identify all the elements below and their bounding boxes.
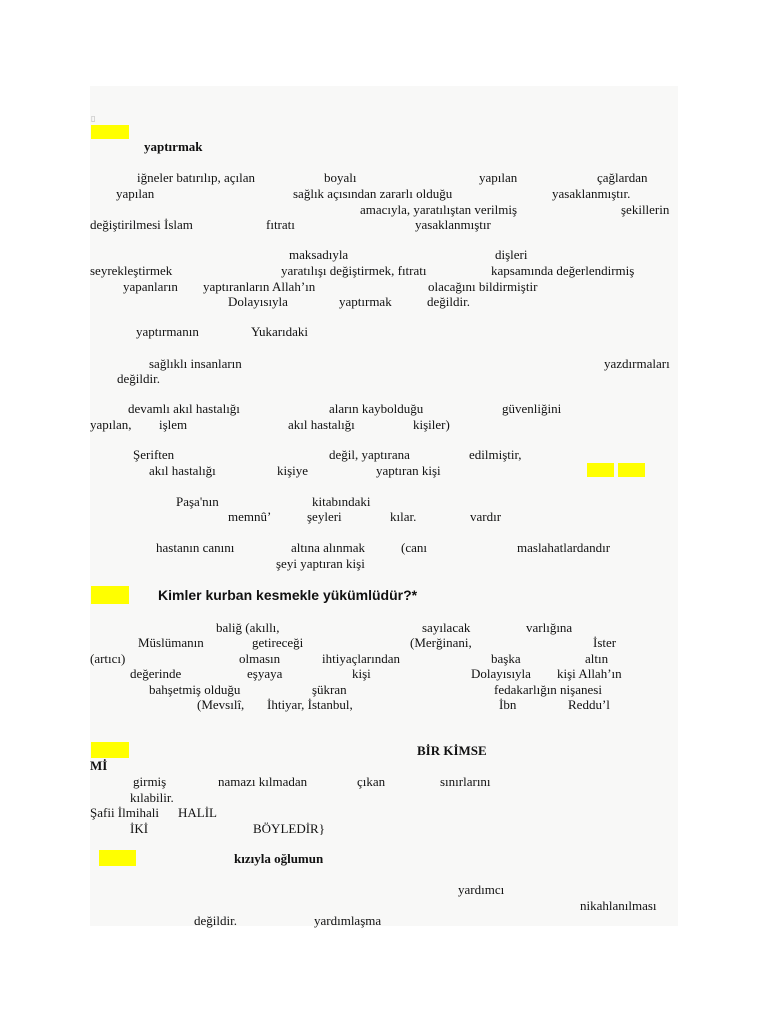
text-span: dişleri (495, 247, 528, 262)
section-heading: Kimler kurban kesmekle yükümlüdür?* (158, 587, 418, 603)
text-span: edilmiştir, (469, 447, 522, 462)
text-span: altın (585, 651, 609, 666)
text-span: kişi Allah’ın (557, 666, 622, 681)
text-span: Yukarıdaki (251, 324, 309, 339)
text-span: akıl hastalığı (288, 417, 355, 432)
text-span: çağlardan (597, 170, 648, 185)
text-span: baliğ (akıllı, (216, 620, 280, 635)
text-span: memnû’ (228, 509, 272, 524)
text-span: yaratılışı değiştirmek, fıtratı (281, 263, 427, 278)
text-span: kişi (352, 666, 371, 681)
text-span: yardımcı (458, 882, 505, 897)
text-span: altına alınmak (291, 540, 366, 555)
text-span: getireceği (252, 635, 304, 650)
text-span: kitabındaki (312, 494, 371, 509)
text-span: değiştirilmesi İslam (90, 217, 193, 232)
text-span: fıtratı (266, 217, 295, 232)
text-span: vardır (470, 509, 502, 524)
text-span: namazı kılmadan (218, 774, 308, 789)
text-span: girmiş (133, 774, 167, 789)
text-span: Reddu’l (568, 697, 610, 712)
text-span: İKİ (130, 821, 149, 836)
text-span: kişiye (277, 463, 309, 478)
text-span: yapanların (123, 279, 178, 294)
text-span: seyrekleştirmek (90, 263, 173, 278)
section-title: Mİ (90, 758, 108, 773)
highlight-mark (91, 125, 129, 139)
text-span: sağlık açısından zararlı olduğu (293, 186, 453, 201)
text-span: (Mevsılî, (197, 697, 245, 712)
text-span: yapılan, (90, 417, 132, 432)
text-span: kılabilir. (130, 790, 174, 805)
text-span: iğneler batırılıp, açılan (137, 170, 256, 185)
text-span: değildir. (427, 294, 470, 309)
text-span: yasaklanmıştır. (552, 186, 631, 201)
highlight-mark (91, 586, 129, 604)
text-span: ihtiyaçlarından (322, 651, 400, 666)
text-span: (Merğinani, (410, 635, 472, 650)
text-span: HALİL (178, 805, 217, 820)
text-span: kişiler) (413, 417, 450, 432)
text-span: yaptıran kişi (376, 463, 441, 478)
highlight-mark (91, 742, 129, 758)
section-title: BİR KİMSE (417, 743, 487, 758)
text-span: İhtiyar, İstanbul, (267, 697, 353, 712)
text-span: şekillerin (621, 202, 670, 217)
text-span: İbn (499, 697, 517, 712)
text-span: yaptırmak (339, 294, 392, 309)
text-span: maksadıyla (289, 247, 349, 262)
text-span: BÖYLEDİR} (253, 821, 325, 836)
text-span: bahşetmiş olduğu (149, 682, 241, 697)
missing-glyph-icon: ▯ (91, 114, 96, 123)
text-span: çıkan (357, 774, 386, 789)
text-span: devamlı akıl hastalığı (128, 401, 240, 416)
text-span: yapılan (479, 170, 518, 185)
highlight-mark (618, 463, 645, 477)
text-span: Paşa'nın (176, 494, 219, 509)
text-span: maslahatlardandır (517, 540, 611, 555)
section-title: kızıyla oğlumun (234, 851, 324, 866)
text-span: yazdırmaları (604, 356, 670, 371)
text-span: başka (491, 651, 521, 666)
text-span: olmasın (239, 651, 281, 666)
text-span: Müslümanın (138, 635, 204, 650)
highlight-mark (99, 850, 136, 866)
text-span: nikahlanılması (580, 898, 657, 913)
text-span: yardımlaşma (314, 913, 382, 928)
text-span: fedakarlığın nişanesi (494, 682, 602, 697)
text-span: (artıcı) (90, 651, 126, 666)
text-span: varlığına (526, 620, 573, 635)
text-span: şükran (312, 682, 347, 697)
text-span: değildir. (194, 913, 237, 928)
text-span: sınırlarını (440, 774, 491, 789)
text-span: (canı (401, 540, 427, 555)
text-span: amacıyla, yaratılıştan verilmiş (360, 202, 518, 217)
text-span: boyalı (324, 170, 357, 185)
text-span: sayılacak (422, 620, 471, 635)
text-span: Şeriften (133, 447, 175, 462)
text-span: yapılan (116, 186, 155, 201)
text-span: şeyi yaptıran kişi (276, 556, 365, 571)
text-span: Dolayısıyla (228, 294, 288, 309)
text-span: güvenliğini (502, 401, 562, 416)
text-span: aların kaybolduğu (329, 401, 424, 416)
text-span: değildir. (117, 371, 160, 386)
text-span: yasaklanmıştır (415, 217, 491, 232)
document-page (90, 86, 678, 926)
text-span: eşyaya (247, 666, 283, 681)
text-span: akıl hastalığı (149, 463, 216, 478)
text-span: Dolayısıyla (471, 666, 531, 681)
section-title: yaptırmak (144, 139, 203, 154)
text-span: İster (593, 635, 617, 650)
text-span: değil, yaptırana (329, 447, 410, 462)
text-span: kılar. (390, 509, 417, 524)
text-span: yaptıranların Allah’ın (203, 279, 316, 294)
text-span: kapsamında değerlendirmiş (491, 263, 635, 278)
text-span: işlem (159, 417, 188, 432)
text-span: yaptırmanın (136, 324, 199, 339)
text-span: olacağını bildirmiştir (428, 279, 538, 294)
text-span: Şafii İlmihali (90, 805, 159, 820)
text-span: şeyleri (307, 509, 342, 524)
text-span: hastanın canını (156, 540, 235, 555)
text-span: sağlıklı insanların (149, 356, 242, 371)
text-span: değerinde (130, 666, 182, 681)
highlight-mark (587, 463, 614, 477)
